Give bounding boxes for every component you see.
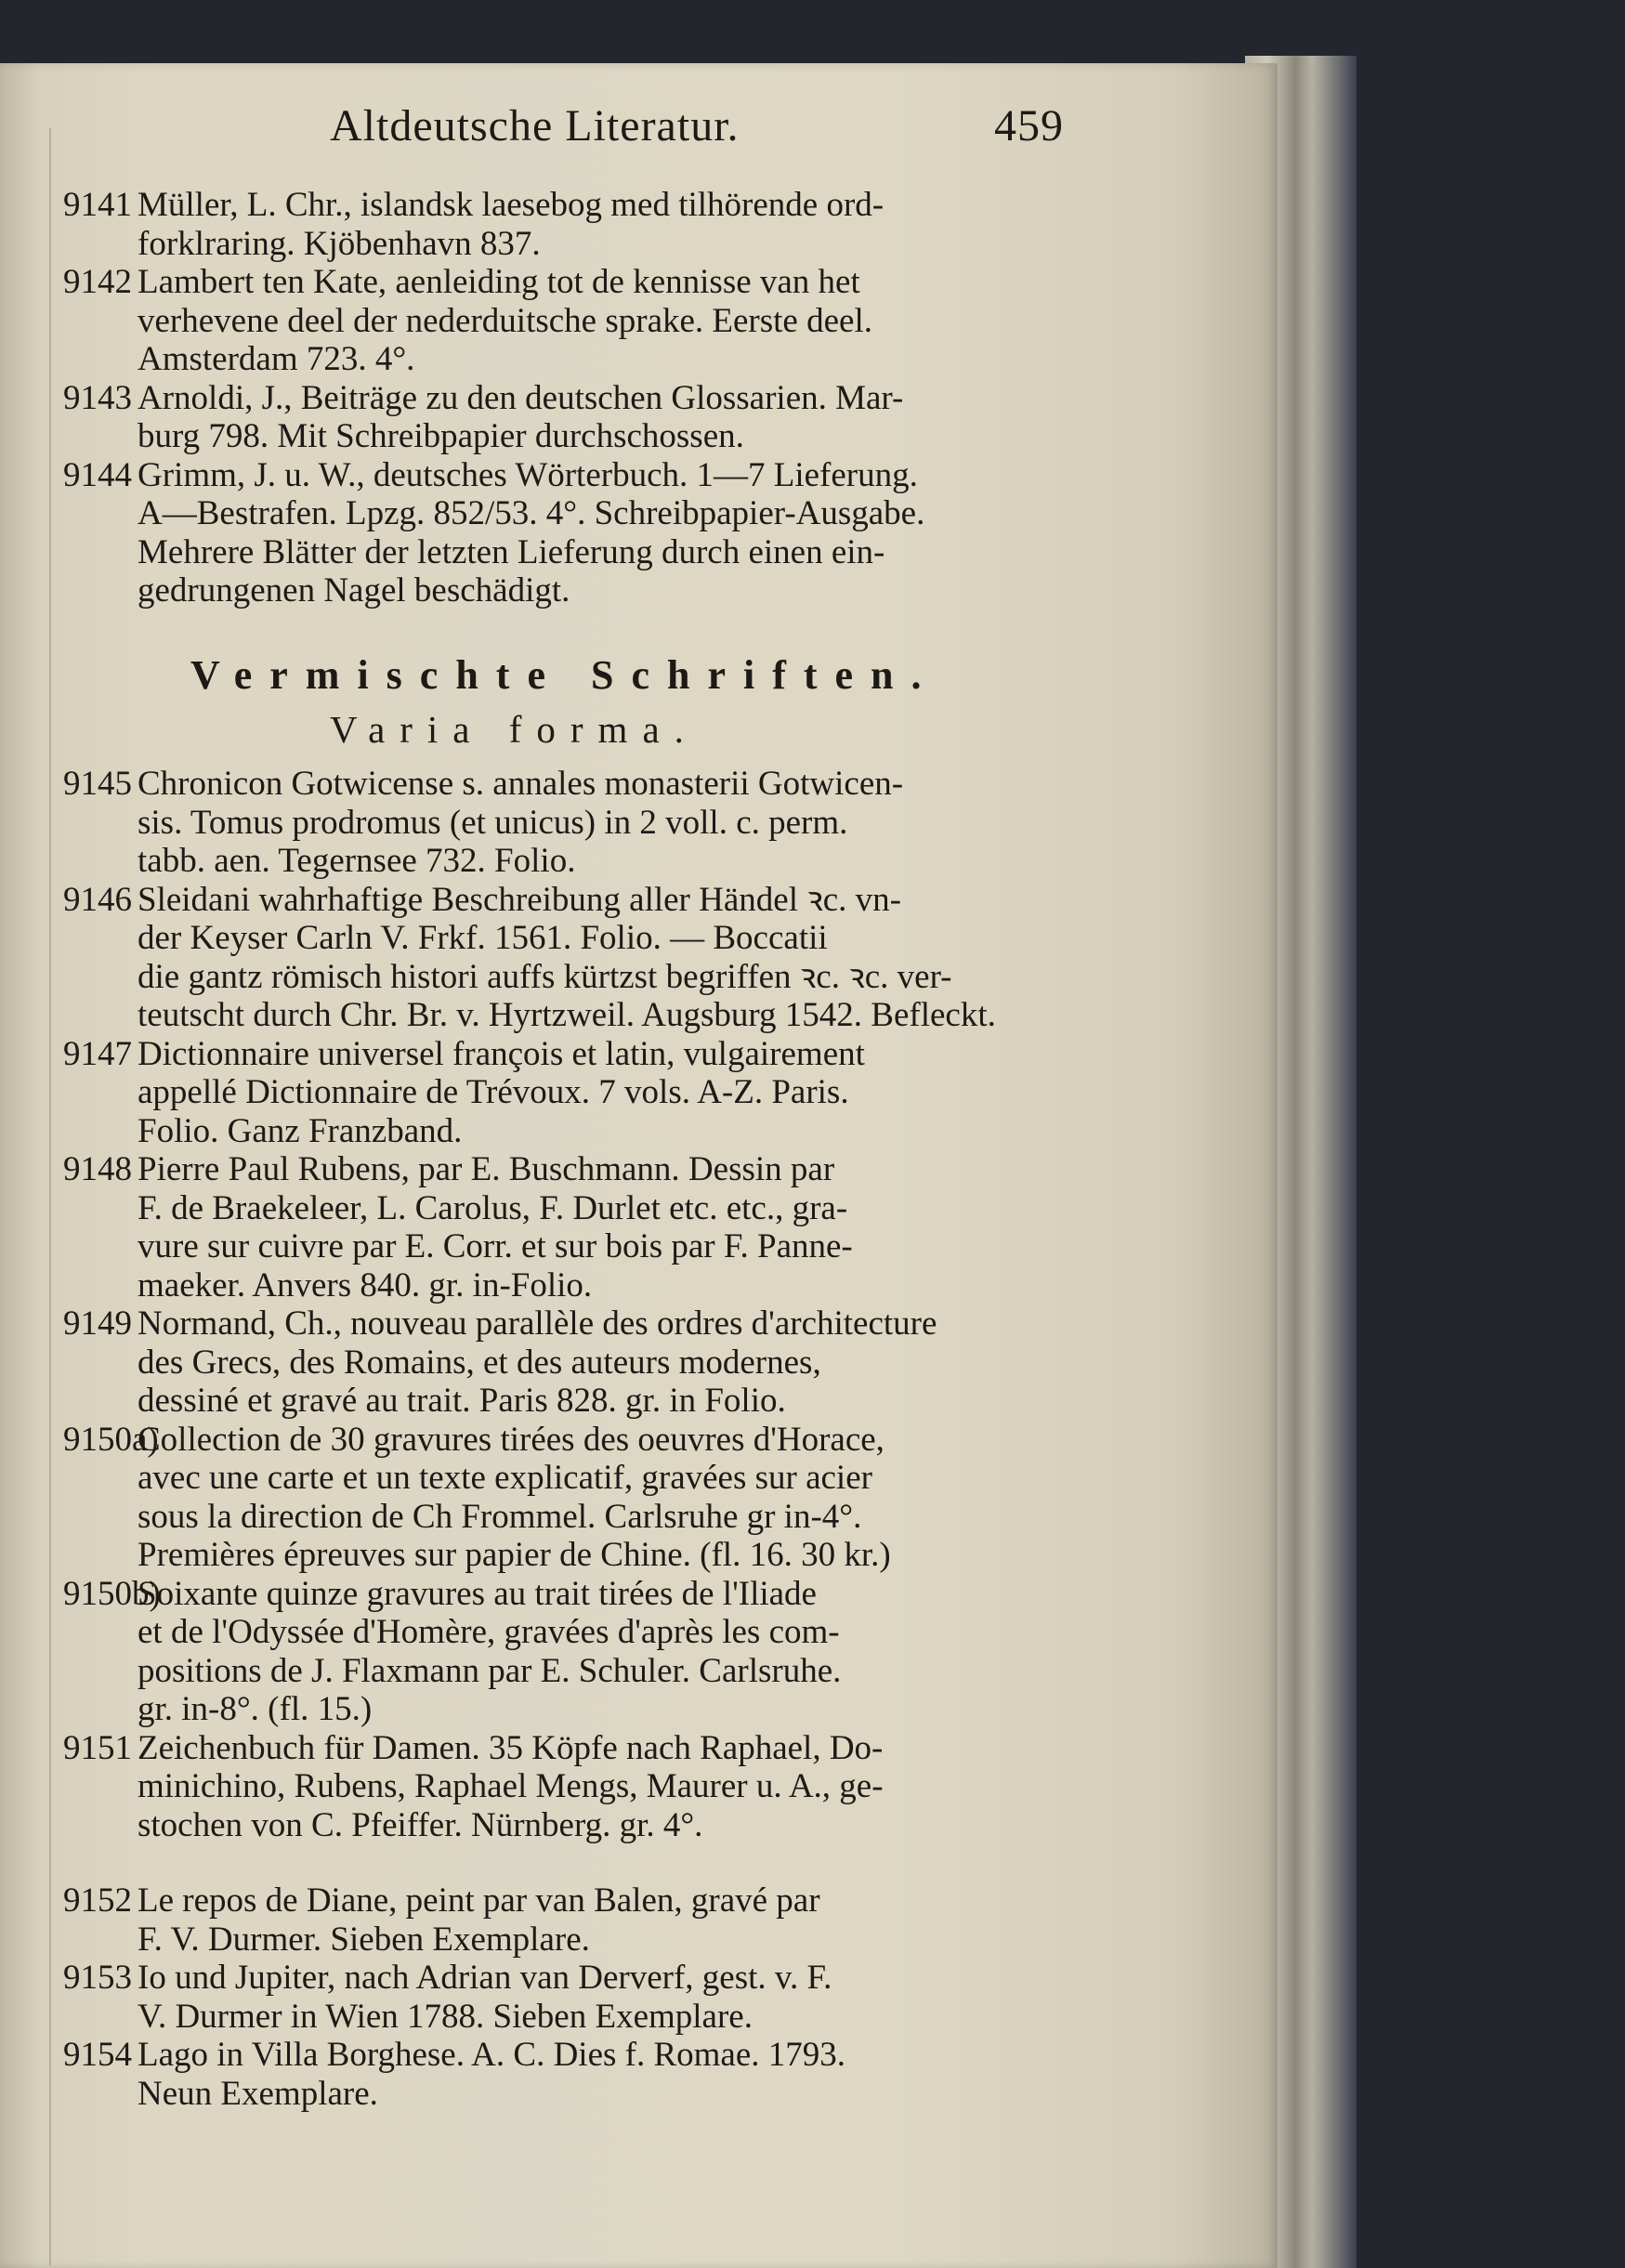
entry-line: positions de J. Flaxmann par E. Schuler. Carlsruhe.	[138, 1651, 842, 1690]
entry-line: et de l'Odyssée d'Homère, gravées d'après les com-	[138, 1613, 840, 1651]
entry-line: Lago in Villa Borghese. A. C. Dies f. Romae. 1793.	[138, 2036, 846, 2074]
entry-line: A—Bestrafen. Lpzg. 852/53. 4°. Schreibpapier-Ausgabe.	[138, 494, 925, 532]
entry-text	[138, 456, 1067, 610]
entry-line: F. de Braekeleer, L. Carolus, F. Durlet etc. etc., gra-	[138, 1188, 848, 1227]
entry-line: Io und Jupiter, nach Adrian van Derverf, gest. v. F.	[138, 1959, 832, 1997]
entry-line: Zeichenbuch für Damen. 35 Köpfe nach Raphael, Do-	[138, 1728, 884, 1767]
entry-number: 9149	[63, 1304, 132, 1343]
entry-line: V. Durmer in Wien 1788. Sieben Exemplare.	[138, 1997, 753, 2036]
entry-line: Dictionnaire universel françois et latin, vulgairement	[138, 1034, 865, 1073]
entry-line: vure sur cuivre par E. Corr. et sur bois par F. Panne-	[138, 1227, 853, 1265]
entry-line: forklraring. Kjöbenhavn 837.	[138, 224, 541, 263]
entry-number: 9141	[63, 186, 132, 224]
entry-line: Mehrere Blätter der letzten Lieferung durch einen ein-	[138, 532, 885, 571]
entry-text	[138, 379, 1067, 456]
entry-number: 9152	[63, 1881, 132, 1920]
entry-text	[138, 1575, 1067, 1729]
section-subtitle: Varia forma.	[330, 708, 699, 751]
entry-number: 9151	[63, 1728, 132, 1767]
entry-text	[138, 1150, 1067, 1304]
entry-line: Chronicon Gotwicense s. annales monasterii Gotwicen-	[138, 765, 904, 803]
running-title: Altdeutsche Literatur.	[330, 101, 740, 151]
entry-text	[138, 263, 1067, 379]
entry-line: avec une carte et un texte explicatif, gravées sur acier	[138, 1459, 872, 1497]
entry-text	[138, 1881, 1067, 1959]
entry-line: stochen von C. Pfeiffer. Nürnberg. gr. 4°.	[138, 1805, 703, 1844]
entry-line: Folio. Ganz Franzband.	[138, 1111, 463, 1150]
entry-number: 9145	[63, 765, 132, 803]
entry-line: Soixante quinze gravures au trait tirées de l'Iliade	[138, 1574, 817, 1613]
entry-line: dessiné et gravé au trait. Paris 828. gr. in Folio.	[138, 1382, 786, 1420]
entry-line: die gantz römisch histori auffs kürtzst begriffen ꝛc. ꝛc. ver-	[138, 957, 952, 996]
entry-line: teutscht durch Chr. Br. v. Hyrtzweil. Augsburg 1542. Befleckt.	[138, 996, 996, 1034]
entry-line: Premières épreuves sur papier de Chine. (fl. 16. 30 kr.)	[138, 1536, 891, 1574]
entry-number: 9150b)	[63, 1574, 161, 1613]
entry-line: Grimm, J. u. W., deutsches Wörterbuch. 1—7 Lieferung.	[138, 455, 918, 494]
entry-line: Arnoldi, J., Beiträge zu den deutschen Glossarien. Mar-	[138, 378, 904, 417]
entry-number: 9150a)	[63, 1420, 159, 1459]
entry-line: Lambert ten Kate, aenleiding tot de kennisse van het	[138, 263, 860, 301]
entry-line: gedrungenen Nagel beschädigt.	[138, 571, 570, 610]
entry-line: sous la direction de Ch Frommel. Carlsruhe gr in-4°.	[138, 1497, 862, 1536]
entry-number: 9146	[63, 880, 132, 919]
entry-line: Sleidani wahrhaftige Beschreibung aller Händel ꝛc. vn-	[138, 880, 901, 919]
book-page	[0, 63, 1278, 2268]
entry-line: Pierre Paul Rubens, par E. Buschmann. Dessin par	[138, 1150, 835, 1188]
page-text	[0, 63, 1278, 2268]
entry-number: 9143	[63, 378, 132, 417]
entry-number: 9154	[63, 2036, 132, 2074]
entry-line: tabb. aen. Tegernsee 732. Folio.	[138, 842, 576, 880]
page-number: 459	[994, 101, 1064, 151]
entry-text	[138, 881, 1067, 1035]
entry-line: Amsterdam 723. 4°.	[138, 340, 415, 378]
entry-line: sis. Tomus prodromus (et unicus) in 2 voll. c. perm.	[138, 803, 848, 842]
entry-text	[138, 186, 1067, 263]
entry-text	[138, 2036, 1067, 2113]
entry-line: maeker. Anvers 840. gr. in-Folio.	[138, 1265, 593, 1304]
entry-line: Neun Exemplare.	[138, 2074, 378, 2113]
entry-text	[138, 765, 1067, 881]
entry-line: des Grecs, des Romains, et des auteurs modernes,	[138, 1343, 821, 1382]
entry-text	[138, 1421, 1067, 1575]
entry-line: gr. in-8°. (fl. 15.)	[138, 1690, 373, 1728]
entry-text	[138, 1304, 1067, 1421]
entry-number: 9153	[63, 1959, 132, 1997]
entry-line: F. V. Durmer. Sieben Exemplare.	[138, 1920, 590, 1959]
entry-text	[138, 1729, 1067, 1845]
entry-line: burg 798. Mit Schreibpapier durchschossen.	[138, 417, 744, 455]
entry-number: 9142	[63, 263, 132, 301]
entry-line: der Keyser Carln V. Frkf. 1561. Folio. — Boccatii	[138, 919, 828, 957]
entry-line: Normand, Ch., nouveau parallèle des ordres d'architecture	[138, 1304, 937, 1343]
entry-line: appellé Dictionnaire de Trévoux. 7 vols. A-Z. Paris.	[138, 1073, 849, 1111]
entry-text	[138, 1035, 1067, 1151]
entry-line: Müller, L. Chr., islandsk laesebog med tilhörende ord-	[138, 186, 885, 224]
section-title: Vermischte Schriften.	[190, 652, 939, 698]
entry-line: Le repos de Diane, peint par van Balen, gravé par	[138, 1881, 820, 1920]
entry-number: 9147	[63, 1034, 132, 1073]
entry-number: 9148	[63, 1150, 132, 1188]
entry-line: Collection de 30 gravures tirées des oeuvres d'Horace,	[138, 1420, 885, 1459]
entry-line: verhevene deel der nederduitsche sprake. Eerste deel.	[138, 301, 872, 340]
entry-line: minichino, Rubens, Raphael Mengs, Maurer u. A., ge-	[138, 1767, 884, 1805]
entry-text	[138, 1959, 1067, 2036]
entry-number: 9144	[63, 455, 132, 494]
